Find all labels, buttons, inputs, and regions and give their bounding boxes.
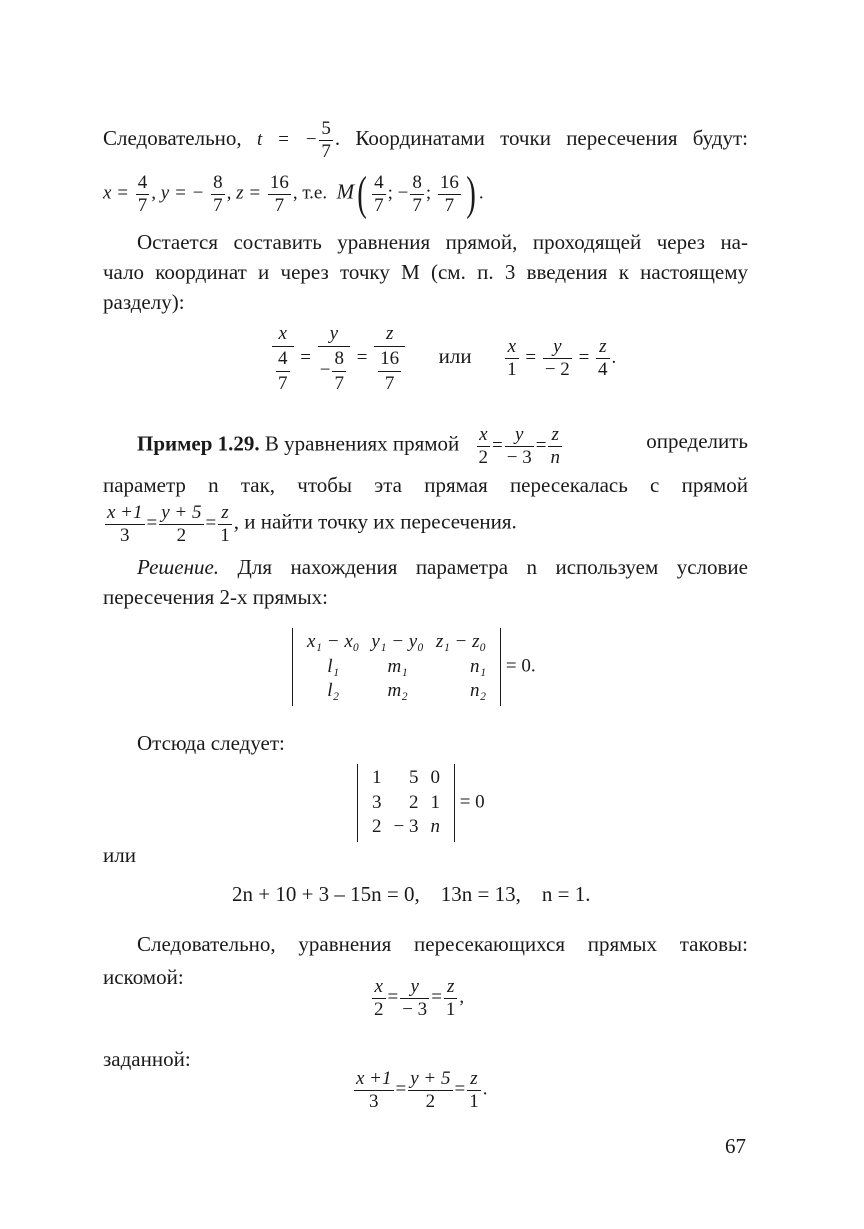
conclusion-text: Следовательно, уравнения пересекающихся прямых таковы: — [137, 932, 748, 956]
denominator: n — [550, 446, 560, 468]
m-x-fraction — [372, 172, 386, 217]
paragraph-line: разделу): — [103, 290, 185, 314]
det-row — [366, 791, 446, 816]
numerator: 16 — [269, 171, 289, 193]
numerator: z — [548, 424, 562, 447]
det-cell: m₂ — [387, 680, 408, 702]
denominator: 1 — [445, 998, 456, 1020]
text-fragment: определить — [646, 429, 748, 453]
det-cell: 0 — [430, 767, 440, 788]
det-cell: n₁ — [470, 655, 487, 677]
fraction — [354, 1068, 394, 1113]
denominator: 7 — [374, 194, 384, 216]
det-row — [301, 679, 492, 704]
fraction — [505, 424, 534, 469]
denominator: 7 — [384, 372, 395, 394]
numerator: x — [505, 336, 519, 359]
det-cell: x₁ − x₀ — [307, 631, 360, 652]
given-label: заданной: — [103, 1047, 191, 1071]
left-paren: ( — [357, 167, 367, 220]
det-cell: 1 — [430, 791, 440, 813]
numerator: 8 — [332, 347, 346, 372]
denominator: 7 — [213, 194, 223, 216]
det-cell: − 3 — [393, 816, 419, 838]
sought-label: искомой: — [103, 965, 184, 989]
x-eq: x = — [103, 182, 130, 204]
y-eq: , y = − — [151, 182, 205, 204]
numerator: 4 — [374, 171, 384, 193]
denominator: 2 — [176, 524, 187, 546]
t-equation: t = − — [256, 129, 318, 151]
fraction — [408, 1068, 452, 1113]
equals-zero: = 0 — [459, 791, 485, 813]
det-cell: n₂ — [470, 680, 487, 702]
fraction — [444, 976, 458, 1021]
y-fraction — [211, 172, 225, 217]
period: . — [482, 1078, 488, 1100]
paragraph-line: Остается составить уравнения прямой, проходящей через на- — [137, 230, 748, 254]
denominator: 7 — [321, 140, 331, 162]
sought-equation: $\frac{x}{2}$ = $\frac{y}{- 3}$ = $\frac{z}{1}$ , — [374, 976, 465, 1020]
det-row — [301, 655, 492, 680]
x-fraction — [136, 172, 150, 217]
denominator: 1 — [469, 1090, 479, 1112]
fraction — [218, 502, 232, 547]
numerator: y — [400, 976, 429, 999]
denominator: − 3 — [402, 998, 428, 1020]
det-cell: 5 — [408, 767, 419, 788]
denominator: 7 — [444, 194, 455, 216]
numerator: x +1 — [356, 1068, 392, 1089]
equals-zero: = 0. — [505, 655, 536, 677]
example-heading-line — [137, 424, 748, 469]
numerator: x — [477, 424, 491, 447]
text-fragment: Для нахождения параметра n используем условие — [237, 555, 748, 579]
numerator: x +1 — [107, 502, 143, 523]
m-z-fraction — [438, 172, 461, 217]
inner-fraction — [332, 347, 346, 396]
follows-text: Отсюда следует: — [137, 731, 285, 755]
page-number: 67 — [725, 1134, 746, 1158]
m-y-fraction — [410, 172, 424, 217]
det-cell: z₁ − z₀ — [435, 631, 487, 652]
denominator: − 2 — [544, 359, 570, 381]
separator: ; − — [387, 182, 409, 204]
paragraph-line: пересечения 2-х прямых: — [103, 585, 328, 609]
det-row — [366, 815, 446, 840]
text-fragment: Следовательно, — [103, 126, 242, 151]
det-cell: m₁ — [387, 655, 408, 677]
coordinates-line — [103, 167, 484, 220]
det-cell: 2 — [372, 816, 382, 838]
compound-fraction-y — [318, 322, 350, 395]
minus-sign: − — [319, 359, 331, 381]
inner-fraction — [276, 347, 290, 396]
point-m: M — [336, 179, 355, 204]
or-word: или — [438, 343, 472, 368]
fraction — [467, 1068, 481, 1113]
example-equation: $\frac{x}{2}$ = $\frac{y}{- 3}$ = $\frac{z}{n}$ — [478, 424, 560, 468]
example-label: Пример 1.29. — [137, 431, 260, 456]
simple-fraction-z — [596, 336, 610, 381]
solved-equation: 2n + 10 + 3 – 15n = 0, 13n = 13, n = 1. — [232, 882, 591, 906]
text-fragment: В уравнениях прямой — [264, 431, 460, 456]
det-cell: n — [430, 816, 440, 838]
separator: ; — [425, 182, 432, 204]
det-cell: 2 — [408, 791, 419, 813]
fraction — [105, 502, 145, 547]
fraction — [477, 424, 491, 469]
text-fragment: . Координатами точки пересечения будут: — [334, 126, 749, 151]
right-paren: ) — [466, 167, 476, 220]
fraction — [372, 976, 386, 1021]
simple-fraction-y — [543, 336, 572, 381]
det-cell: l₂ — [327, 680, 340, 702]
numerator: x — [372, 976, 386, 999]
paragraph-line: параметр n так, чтобы эта прямая пересекалась с прямой — [103, 473, 748, 497]
z-eq: , z = — [226, 182, 262, 204]
comma: , — [459, 986, 465, 1008]
numerator: y — [505, 424, 534, 447]
numerator: y — [543, 336, 572, 359]
or-word: или — [103, 843, 136, 867]
inner-fraction — [378, 347, 401, 396]
numerator: z — [467, 1068, 481, 1091]
numerator: 8 — [213, 171, 223, 193]
t-value-line — [103, 118, 748, 163]
numerator: z — [444, 976, 458, 999]
denominator: 4 — [598, 359, 608, 381]
denominator: 7 — [412, 194, 422, 216]
given-equation: $\frac{x +1}{3}$ = $\frac{y + 5}{2}$ = $\frac{z}{1}$ . — [356, 1068, 488, 1112]
numerator: 16 — [439, 171, 459, 193]
t-fraction — [319, 118, 333, 163]
denominator: − 3 — [506, 446, 532, 468]
compound-fraction-x — [272, 322, 294, 395]
numerator: 8 — [412, 171, 422, 193]
solution-line — [137, 554, 748, 581]
fraction — [400, 976, 429, 1021]
numerator: 5 — [321, 118, 331, 139]
denominator: 7 — [137, 194, 148, 216]
numerator: 4 — [137, 171, 148, 193]
denominator: 2 — [478, 446, 489, 468]
denominator: 1 — [220, 524, 230, 546]
determinant-matrix — [292, 628, 501, 706]
denominator: 3 — [369, 1090, 379, 1112]
numerator: y + 5 — [161, 502, 202, 523]
numerator: y — [318, 322, 350, 347]
numerator: z — [596, 336, 610, 359]
paragraph-line: чало координат и через точку M (см. п. 3 введения к настоящему — [103, 260, 748, 284]
line-equation-1: $\frac{x}{\frac{4}{7}}$ = y − $\frac{8}{7}$ = $\frac{z}{\frac{16}{7}}$ или $\frac{x}{1}$ = $\frac{y}{- 2}$ = $\frac{z}{4}$ . — [270, 322, 616, 395]
numerator: 16 — [378, 347, 401, 372]
numerator: y + 5 — [410, 1068, 451, 1089]
denominator: 7 — [274, 194, 285, 216]
det-cell: l₁ — [327, 655, 340, 677]
text-fragment: , и найти точку их пересечения. — [233, 509, 517, 534]
solution-label: Решение. — [137, 555, 220, 579]
simple-fraction-x — [505, 336, 519, 381]
numeric-determinant — [357, 764, 485, 842]
denominator: 2 — [425, 1090, 436, 1112]
z-fraction — [268, 172, 291, 217]
determinant-matrix — [357, 764, 455, 842]
det-row — [301, 630, 492, 655]
second-line-equation: $\frac{x +1}{3}$ = $\frac{y + 5}{2}$ = $\frac{z}{1}$ , и найти точку их пересечения. — [107, 502, 517, 546]
denominator: 7 — [334, 372, 344, 394]
numerator: z — [374, 322, 405, 347]
period: . — [611, 346, 617, 368]
denominator: 2 — [374, 998, 384, 1020]
period: . — [478, 182, 484, 204]
general-determinant — [292, 628, 536, 706]
denominator: 3 — [120, 524, 130, 546]
fraction — [548, 424, 562, 469]
det-cell: y₁ − y₀ — [371, 631, 424, 652]
denominator: 1 — [507, 359, 517, 381]
text-fragment: , т.е. — [292, 182, 328, 204]
numerator: 4 — [276, 347, 290, 372]
det-cell: 1 — [372, 767, 382, 788]
numerator: z — [218, 502, 232, 525]
denominator: 7 — [278, 372, 288, 394]
compound-fraction-z — [374, 322, 405, 395]
fraction — [159, 502, 203, 547]
det-row — [366, 766, 446, 791]
det-cell: 3 — [372, 791, 382, 813]
numerator: x — [272, 322, 294, 347]
